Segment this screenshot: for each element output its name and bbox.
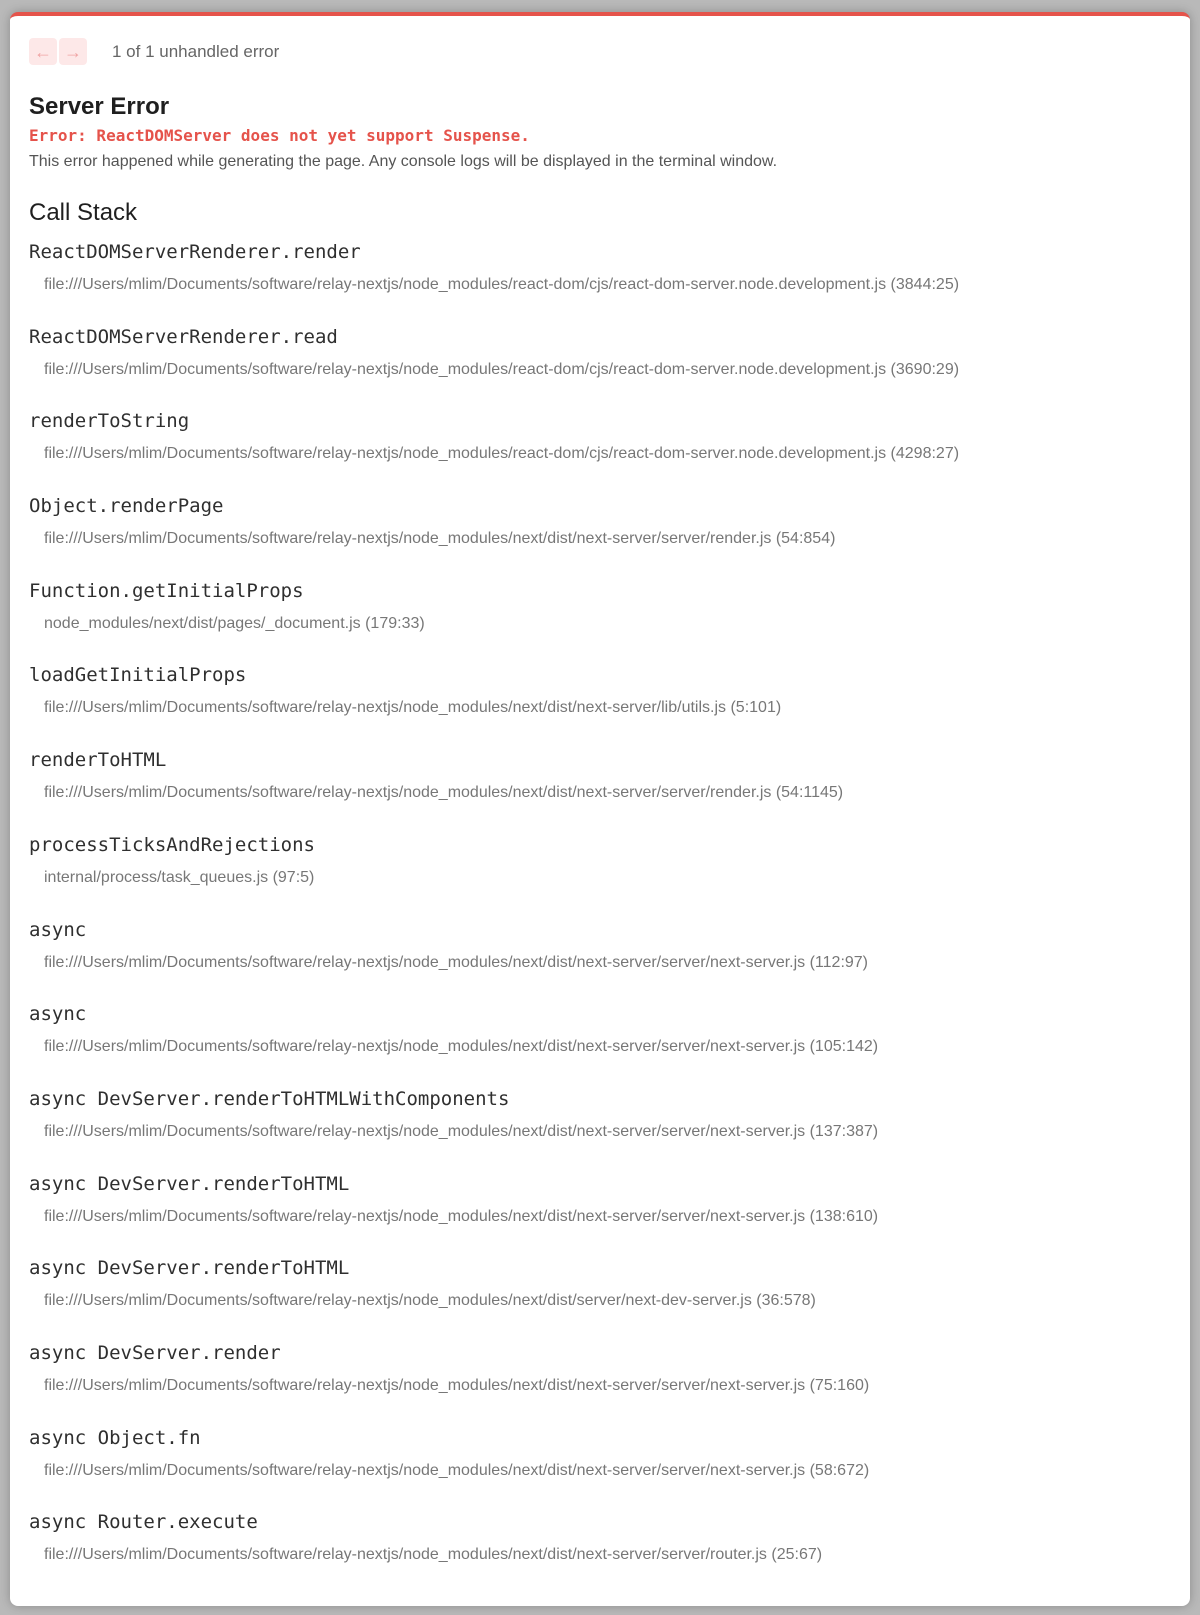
stack-frame-location-link[interactable]: file:///Users/mlim/Documents/software/relay-nextjs/node_modules/next/dist/next-server/server/next-server.js (137:387): [44, 1122, 879, 1140]
stack-frame: [29, 1421, 1170, 1506]
error-title: Server Error: [29, 93, 170, 120]
stack-frame-location-link[interactable]: file:///Users/mlim/Documents/software/relay-nextjs/node_modules/react-dom/cjs/react-dom-server.node.development.js (3690:29): [44, 360, 960, 378]
stack-frame-function: ReactDOMServerRenderer.render: [29, 241, 361, 263]
stack-frame: [29, 489, 1170, 574]
stack-frame-function: processTicksAndRejections: [29, 833, 315, 856]
stack-frame: [29, 1251, 1170, 1336]
stack-frame-function: async Router.execute: [29, 1511, 258, 1534]
stack-frame-location-link[interactable]: file:///Users/mlim/Documents/software/relay-nextjs/node_modules/next/dist/next-server/server/render.js (54:854): [44, 530, 836, 548]
stack-frame-location-link[interactable]: file:///Users/mlim/Documents/software/relay-nextjs/node_modules/next/dist/next-server/server/router.js (25:67): [44, 1546, 823, 1564]
arrow-right-icon: →: [64, 41, 82, 62]
stack-frame: [29, 997, 1170, 1082]
error-overlay-dialog: [10, 12, 1190, 1606]
next-error-button[interactable]: [59, 38, 87, 65]
stack-frame-location-link[interactable]: file:///Users/mlim/Documents/software/relay-nextjs/node_modules/next/dist/next-server/server/render.js (54:1145): [44, 784, 844, 802]
stack-frame-function: renderToHTML: [29, 749, 167, 772]
call-stack-title: Call Stack: [29, 199, 138, 226]
stack-frame-location-link[interactable]: file:///Users/mlim/Documents/software/relay-nextjs/node_modules/react-dom/cjs/react-dom-server.node.development.js (3844:25): [44, 276, 960, 293]
stack-frame-function: renderToString: [29, 410, 190, 433]
stack-frame: [29, 828, 1170, 913]
stack-frame: [29, 658, 1170, 743]
stack-frame-function: ReactDOMServerRenderer.read: [29, 325, 338, 348]
stack-frame-function: Object.renderPage: [29, 495, 224, 518]
stack-frame-function: async DevServer.renderToHTML: [29, 1257, 350, 1280]
stack-frame-location-link[interactable]: file:///Users/mlim/Documents/software/relay-nextjs/node_modules/next/dist/next-server/server/next-server.js (138:610): [44, 1207, 879, 1225]
stack-frame-location-link[interactable]: file:///Users/mlim/Documents/software/relay-nextjs/node_modules/next/dist/next-server/server/next-server.js (105:142): [44, 1038, 879, 1056]
stack-frame-location-link[interactable]: file:///Users/mlim/Documents/software/relay-nextjs/node_modules/next/dist/server/next-dev-server.js (36:578): [44, 1292, 816, 1310]
stack-frame-function: async DevServer.renderToHTMLWithComponents: [29, 1087, 510, 1110]
stack-frame-function: async DevServer.renderToHTML: [29, 1172, 350, 1195]
stack-frame-location-link[interactable]: file:///Users/mlim/Documents/software/relay-nextjs/node_modules/next/dist/next-server/server/next-server.js (75:160): [44, 1376, 870, 1394]
stack-frame: [29, 404, 1170, 489]
stack-frame-location-link[interactable]: file:///Users/mlim/Documents/software/relay-nextjs/node_modules/next/dist/next-server/lib/utils.js (5:101): [44, 699, 782, 717]
stack-frame: [29, 574, 1170, 659]
stack-frame-function: loadGetInitialProps: [29, 664, 247, 687]
stack-frame: [29, 235, 1170, 320]
stack-frame: [29, 913, 1170, 998]
stack-frame: [29, 1167, 1170, 1252]
stack-frame-location-link[interactable]: internal/process/task_queues.js (97:5): [44, 868, 315, 886]
stack-frame: [29, 1336, 1170, 1421]
stack-frame-function: async: [29, 918, 87, 941]
previous-error-button[interactable]: [29, 38, 57, 65]
error-content: [29, 91, 1170, 1590]
arrow-left-icon: ←: [34, 41, 52, 62]
stack-frame: [29, 320, 1170, 405]
error-nav-buttons: [29, 38, 87, 65]
stack-frame-function: async DevServer.render: [29, 1341, 281, 1364]
stack-frame: [29, 743, 1170, 828]
stack-frame: [29, 1505, 1170, 1590]
call-stack-frames: [29, 235, 1170, 1590]
stack-frame-location-link[interactable]: file:///Users/mlim/Documents/software/relay-nextjs/node_modules/next/dist/next-server/server/next-server.js (58:672): [44, 1461, 870, 1479]
stack-frame-location-link[interactable]: file:///Users/mlim/Documents/software/relay-nextjs/node_modules/react-dom/cjs/react-dom-server.node.development.js (4298:27): [44, 445, 960, 463]
error-pagination: [29, 38, 279, 65]
stack-frame: [29, 1082, 1170, 1167]
stack-frame-function: async Object.fn: [29, 1426, 201, 1449]
error-count-label: 1 of 1 unhandled error: [112, 41, 280, 61]
stack-frame-function: Function.getInitialProps: [29, 579, 304, 602]
stack-frame-location-link[interactable]: file:///Users/mlim/Documents/software/relay-nextjs/node_modules/next/dist/next-server/server/next-server.js (112:97): [44, 953, 869, 971]
error-message: Error: ReactDOMServer does not yet support Suspense.: [29, 126, 530, 145]
stack-frame-location-link[interactable]: node_modules/next/dist/pages/_document.js (179:33): [44, 614, 425, 632]
stack-frame-function: async: [29, 1003, 87, 1026]
error-description: This error happened while generating the page. Any console logs will be displayed in the terminal window.: [29, 153, 778, 170]
